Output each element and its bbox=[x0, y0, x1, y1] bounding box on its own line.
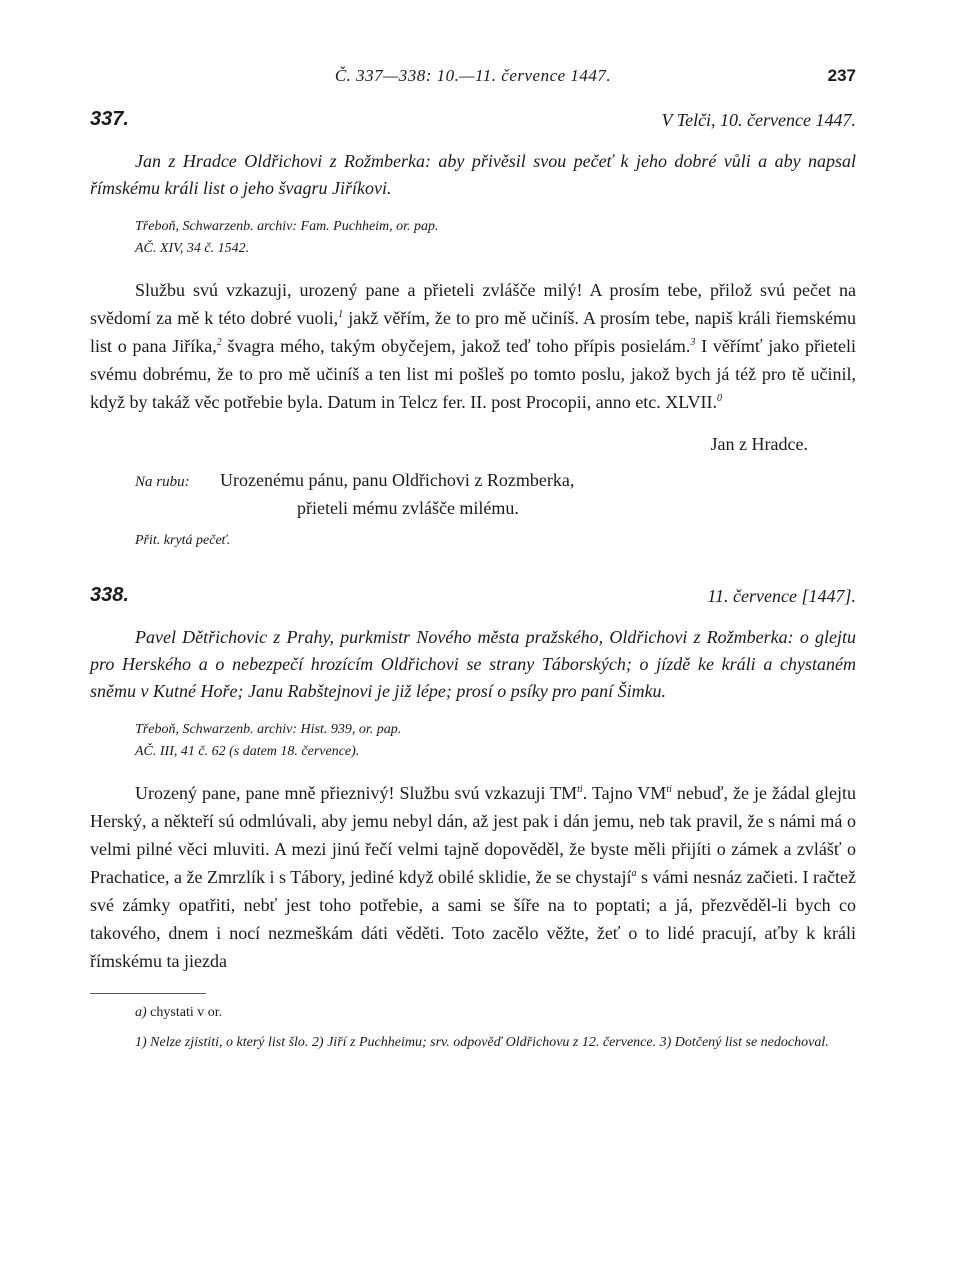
entry-338-number: 338. bbox=[90, 584, 129, 606]
entry-338-text-part: nebuď, že je žádal glejtu Herský, a někteří sú odmlúvali, aby jemu nebyl dán, až jest pak i dán jemu, neb tak pravil, že s námi má o velmi pilné věci mluviti. A mezi jinú řečí velmi tajně dopověděl, že byste měli přijíti o zámek a zvlášť o Prachatice, a že Zmrzlík i s Tábory, jediné když obilé sklidie, že se chystají bbox=[90, 783, 856, 887]
address-line-2: přieteli mému zvlášče milému. bbox=[297, 498, 519, 518]
superscript-abbrev: ti bbox=[577, 784, 583, 795]
address-label: Na rubu: bbox=[135, 474, 190, 490]
superscript-abbrev: ti bbox=[666, 784, 672, 795]
page-number: 237 bbox=[827, 66, 856, 85]
footnote-ref: 3 bbox=[690, 337, 696, 348]
footnote-divider bbox=[90, 993, 206, 994]
variant-footnote-text: chystati v or. bbox=[146, 1005, 223, 1020]
entry-338-source bbox=[135, 719, 856, 763]
entry-338-source-edition: AČ. III, 41 č. 62 (s datem 18. července). bbox=[135, 744, 360, 759]
entry-338-text-part: s vámi nesnáz začieti. I račtež své zámky opatřiti, nebť jest toho potřebie, a sami se šíře na to poptati; a já, přezvěděl-li bych co takového, dnem i nocí nezmeškám dáti věděti. Toto zacělo věžte, žeť o to lidé pracují, aťby k králi římskému ta jiezda bbox=[90, 867, 857, 971]
entry-337-source-edition: AČ. XIV, 34 č. 1542. bbox=[135, 241, 250, 256]
entry-338-text-part: . Tajno VM bbox=[582, 783, 667, 803]
entry-337-date: V Telči, 10. července 1447. bbox=[661, 110, 856, 130]
entry-337-header bbox=[90, 108, 856, 144]
entry-338-text-part: Urozený pane, pane mně přieznivý! Službu svú vzkazuji TM bbox=[135, 783, 578, 803]
footnote-ref: 0 bbox=[717, 393, 723, 404]
entry-338-regest: Pavel Dětřichovic z Prahy, purkmistr Nového města pražského, Oldřichovi z Rožmberka: o glejtu pro Herského a o nebezpečí hrozícím Oldřichovi se strany Táborských; o jízdě ke králi a chystaném sněmu v Kutné Hoře; Janu Rabštejnovi je již lépe; prosí o psíky pro paní Šimku. bbox=[90, 627, 856, 701]
footnote-ref: 2 bbox=[216, 337, 222, 348]
entry-337-source-archive: Třeboň, Schwarzenb. archiv: Fam. Puchheim, or. pap. bbox=[135, 219, 439, 234]
running-head-title: Č. 337—338: 10.—11. července 1447. bbox=[334, 66, 612, 85]
variant-footnote bbox=[135, 1002, 856, 1024]
entry-337-text bbox=[90, 276, 856, 416]
address-line-1: Urozenému pánu, panu Oldřichovi z Rozmberka, bbox=[220, 470, 575, 490]
entry-337-text-part: jakž věřím, že to pro mě učiníš. A prosím tebe, napiš králi řiemskému list o pana Jiříka, bbox=[90, 308, 856, 356]
entry-338-source-archive: Třeboň, Schwarzenb. archiv: Hist. 939, or. pap. bbox=[135, 722, 402, 737]
document-page bbox=[90, 66, 856, 1054]
entry-337-text-part: I věřímť jako přieteli svému dobrému, že to pro mě učiníš a ten list mi pošleš po tomto poslu, jakož bych já též pro tě učinil, když by takáž věc potřebie byla. Datum in Telcz fer. II. post Procopii, anno etc. XLVII. bbox=[90, 336, 856, 412]
entry-337-text-part: švagra mého, takým obyčejem, jakož teď toho přípis posielám. bbox=[221, 336, 691, 356]
entry-337-source bbox=[135, 216, 856, 260]
entry-337-text-part: Službu svú vzkazuji, urozený pane a přieteli zvlášče milý! A prosím tebe, přilož svú pečet na svědomí za mě k této dobré vuoli, bbox=[90, 280, 856, 328]
entry-338-header bbox=[90, 584, 856, 620]
entry-337-seal-note: Přit. krytá pečeť. bbox=[135, 533, 231, 548]
entry-337-number: 337. bbox=[90, 108, 129, 130]
variant-ref: a bbox=[631, 868, 637, 879]
variant-footnote-mark: a) bbox=[135, 1005, 147, 1020]
entry-338-date: 11. července [1447]. bbox=[707, 586, 856, 606]
running-head bbox=[90, 66, 856, 100]
numbered-footnotes: 1) Nelze zjistiti, o který list šlo. 2) Jiří z Puchheimu; srv. odpověď Oldřichovu z 12. července. 3) Dotčený list se nedochoval. bbox=[135, 1035, 829, 1050]
entry-337-address bbox=[90, 466, 856, 522]
footnote-ref: 1 bbox=[338, 309, 344, 320]
entry-337-signature: Jan z Hradce. bbox=[710, 434, 808, 454]
entry-338-text bbox=[90, 779, 856, 975]
entry-337-regest: Jan z Hradce Oldřichovi z Rožmberka: aby přivěsil svou pečeť k jeho dobré vůli a aby napsal římskému králi list o jeho švagru Jiříkovi. bbox=[90, 151, 856, 198]
